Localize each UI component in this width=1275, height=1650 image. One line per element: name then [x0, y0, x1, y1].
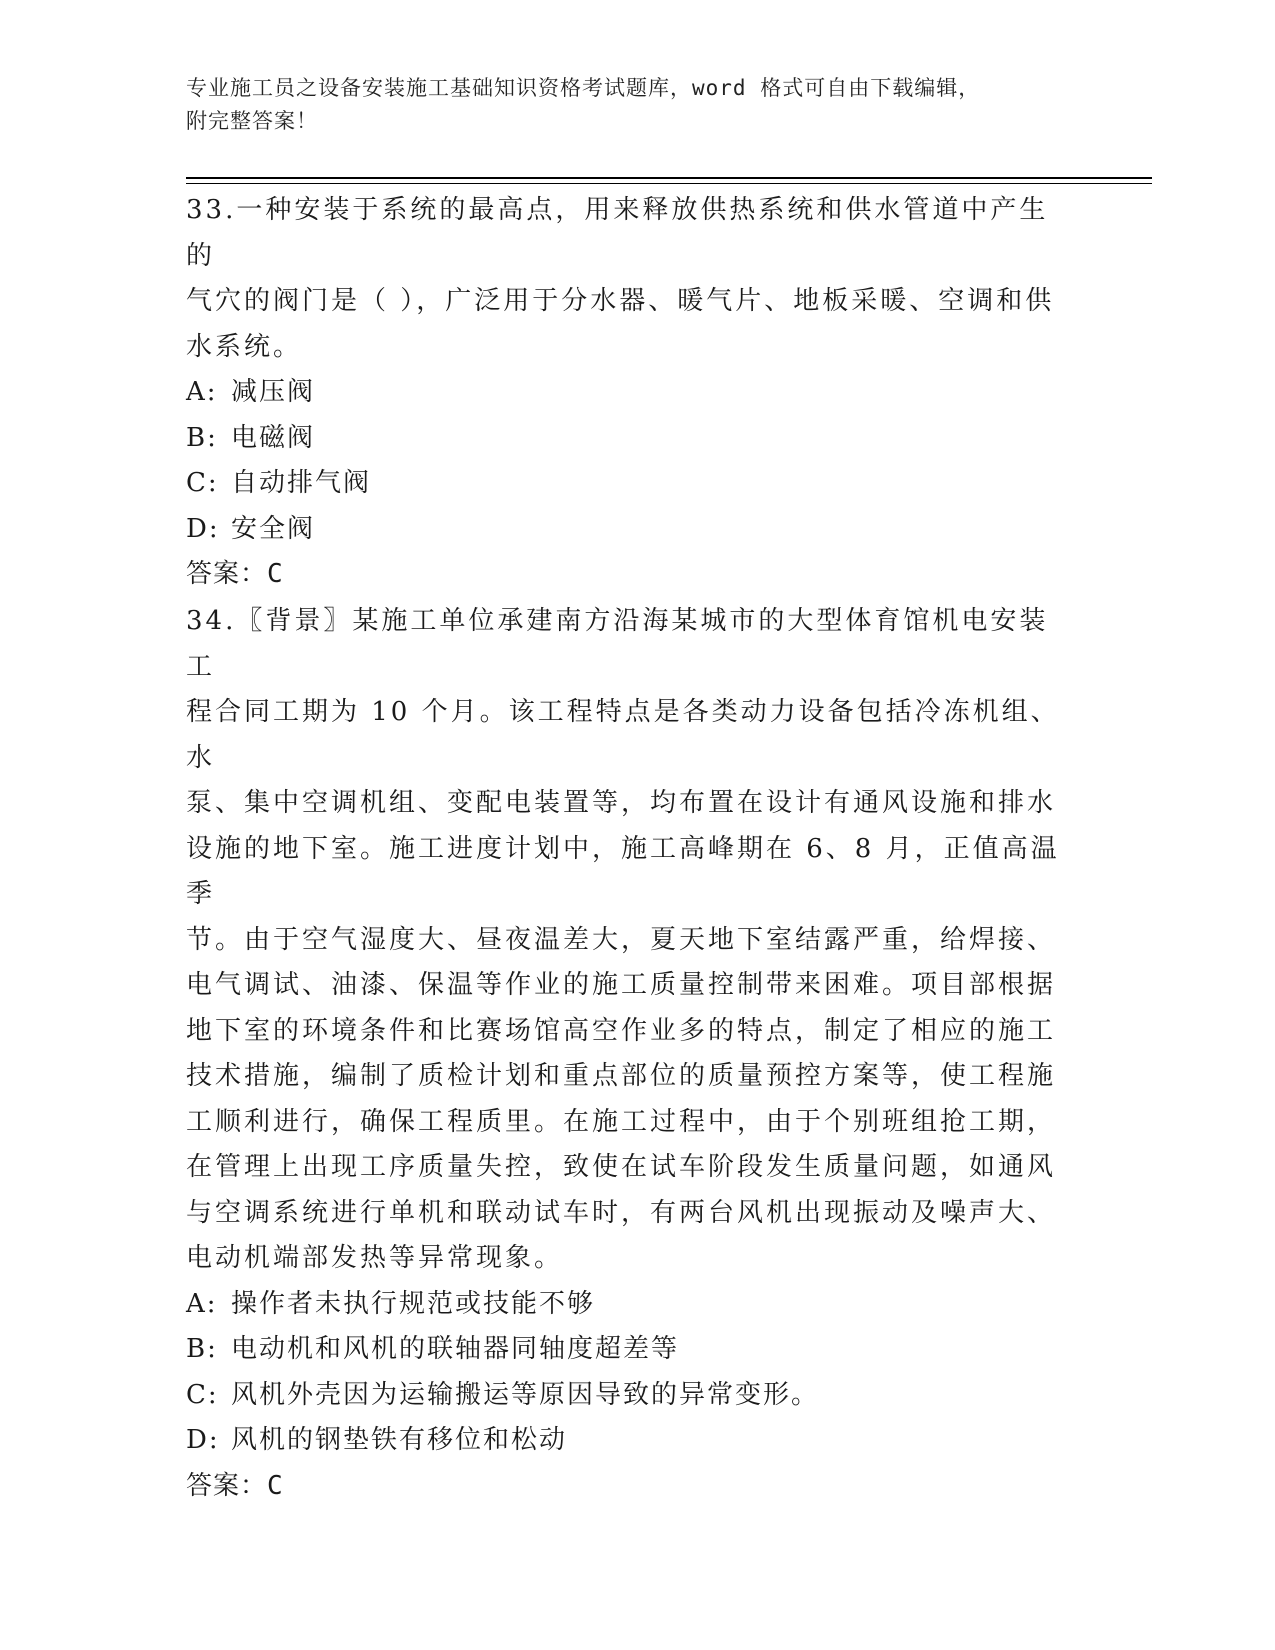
option-key: D: [186, 513, 220, 544]
option-text: 风机的钢垫铁有移位和松动 [231, 1425, 568, 1455]
answer-line: 答案：C [186, 1470, 284, 1501]
question-text-line: 程合同工期为 10 个月。该工程特点是各类动力设备包括冷冻机组、水 [186, 697, 1060, 773]
option-key: A: [186, 1288, 218, 1319]
question-34-text [186, 599, 1066, 1282]
option-key: C: [186, 1379, 219, 1410]
option-key: D: [186, 1425, 220, 1455]
question-text-line: 节。由于空气湿度大、昼夜温差大，夏天地下室结露严重，给焊接、 [186, 924, 1057, 955]
option-d [186, 1418, 1066, 1464]
question-text-line: 设施的地下室。施工进度计划中，施工高峰期在 6、8 月，正值高温季 [186, 833, 1060, 909]
question-text-line: 在管理上出现工序质量失控，致使在试车阶段发生质量问题，如通风 [186, 1152, 1057, 1182]
option-text: 减压阀 [231, 377, 316, 407]
header-divider-thick [186, 177, 1152, 179]
question-text-line: 34.〖背景〗某施工单位承建南方沿海某城市的大型体育馆机电安装工 [186, 606, 1049, 682]
option-c [186, 461, 1066, 507]
question-text-line: 33.一种安装于系统的最高点，用来释放供热系统和供水管道中产生的 [186, 195, 1049, 271]
option-key: B: [186, 422, 218, 453]
option-c [186, 1373, 1066, 1419]
question-text-line: 电气调试、油漆、保温等作业的施工质量控制带来困难。项目部根据 [186, 970, 1057, 1000]
question-text-line: 技术措施，编制了质检计划和重点部位的质量预控方案等，使工程施 [186, 1061, 1057, 1091]
option-text: 风机外壳因为运输搬运等原因导致的异常变形。 [231, 1379, 820, 1410]
option-text: 电动机和风机的联轴器同轴度超差等 [231, 1334, 680, 1364]
question-text-line: 电动机端部发热等异常现象。 [186, 1243, 564, 1273]
option-key: B: [186, 1334, 218, 1364]
header-line-2: 附完整答案！ [186, 109, 318, 133]
answer-line: 答案：C [186, 559, 284, 589]
document-header [186, 72, 1066, 138]
option-a [186, 370, 1066, 416]
option-text: 自动排气阀 [231, 468, 372, 498]
option-d [186, 507, 1066, 553]
header-line-1: 专业施工员之设备安装施工基础知识资格考试题库，word 格式可自由下载编辑， [186, 76, 981, 100]
option-b [186, 416, 1066, 462]
question-33-text [186, 188, 1066, 370]
option-a [186, 1282, 1066, 1328]
question-text-line: 地下室的环境条件和比赛场馆高空作业多的特点，制定了相应的施工 [186, 1015, 1057, 1046]
option-text: 安全阀 [231, 513, 316, 544]
option-key: A: [186, 377, 218, 407]
question-text-line: 气穴的阀门是（ ），广泛用于分水器、暖气片、地板采暖、空调和供 [186, 286, 1055, 316]
option-key: C: [186, 468, 219, 498]
header-divider-thin [186, 183, 1152, 184]
question-text-line: 与空调系统进行单机和联动试车时，有两台风机出现振动及噪声大、 [186, 1197, 1057, 1228]
option-text: 电磁阀 [231, 422, 316, 453]
option-text: 操作者未执行规范或技能不够 [231, 1288, 596, 1319]
option-b [186, 1327, 1066, 1373]
question-text-line: 水系统。 [186, 331, 303, 362]
question-34 [186, 599, 1066, 1509]
question-33 [186, 188, 1066, 598]
question-text-line: 泵、集中空调机组、变配电装置等，均布置在设计有通风设施和排水 [186, 788, 1057, 818]
question-text-line: 工顺利进行，确保工程质里。在施工过程中，由于个别班组抢工期， [186, 1106, 1057, 1137]
